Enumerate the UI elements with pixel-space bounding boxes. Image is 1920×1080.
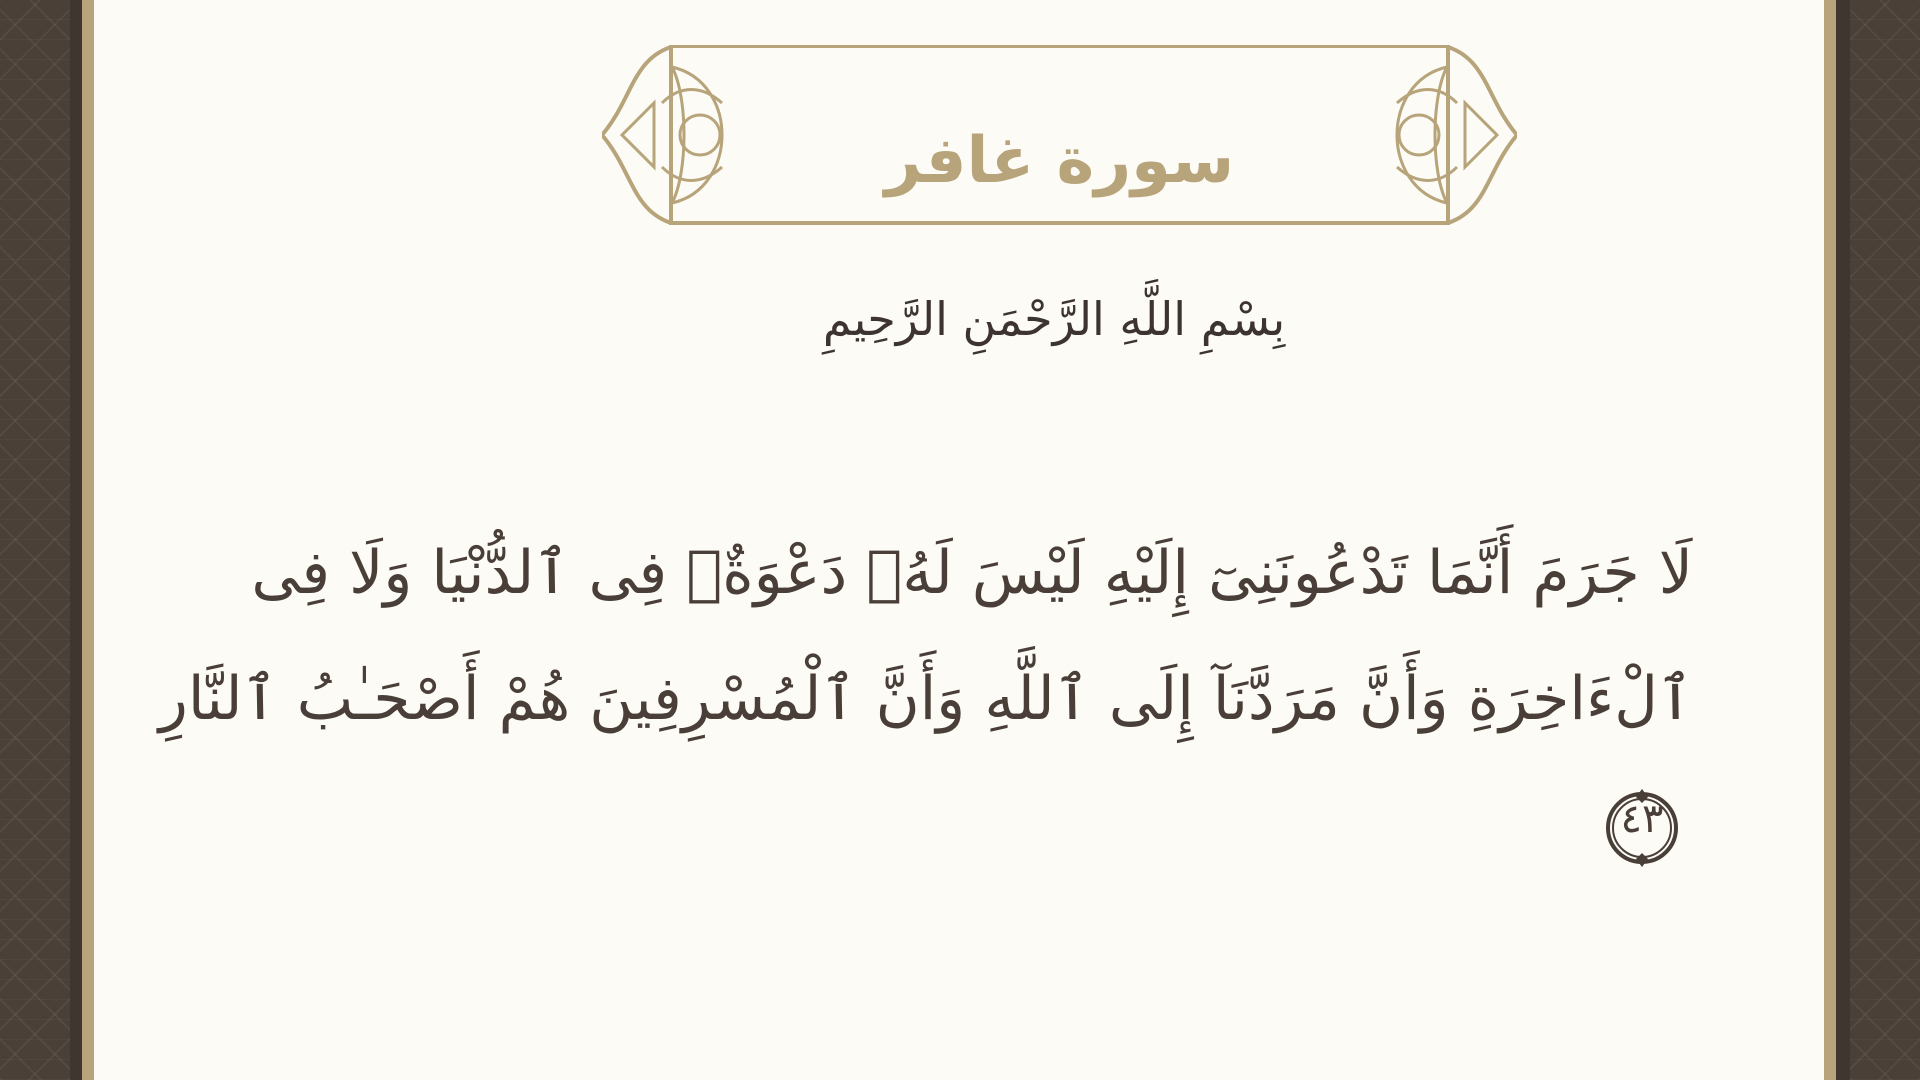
left-ornamental-border	[0, 0, 70, 1080]
ayah-number: ٤٣	[1620, 796, 1664, 843]
surah-title: سورة غافر	[884, 124, 1235, 198]
right-ornamental-border	[1850, 0, 1920, 1080]
ayah-text: لَا جَرَمَ أَنَّمَا تَدْعُونَنِىٓ إِلَيْهِ لَيْسَ لَهُۥ دَعْوَةٌۭ فِى ٱلدُّنْيَا وَلَا فِى ٱلْءَاخِرَةِ وَأَنَّ مَرَدَّنَآ إِلَى ٱللَّهِ وَأَنَّ ٱلْمُسْرِفِينَ هُمْ أَصْحَـٰبُ ٱلنَّارِ	[158, 538, 1693, 734]
ayah-text-block	[73, 510, 1693, 888]
quran-page	[94, 0, 1824, 1080]
basmala: بِسْمِ اللَّهِ الرَّحْمَنِ الرَّحِيمِ	[822, 292, 1286, 346]
surah-title-cartouche	[602, 45, 1517, 225]
ayah-number-marker	[1601, 787, 1683, 869]
right-gold-line	[1824, 0, 1836, 1080]
